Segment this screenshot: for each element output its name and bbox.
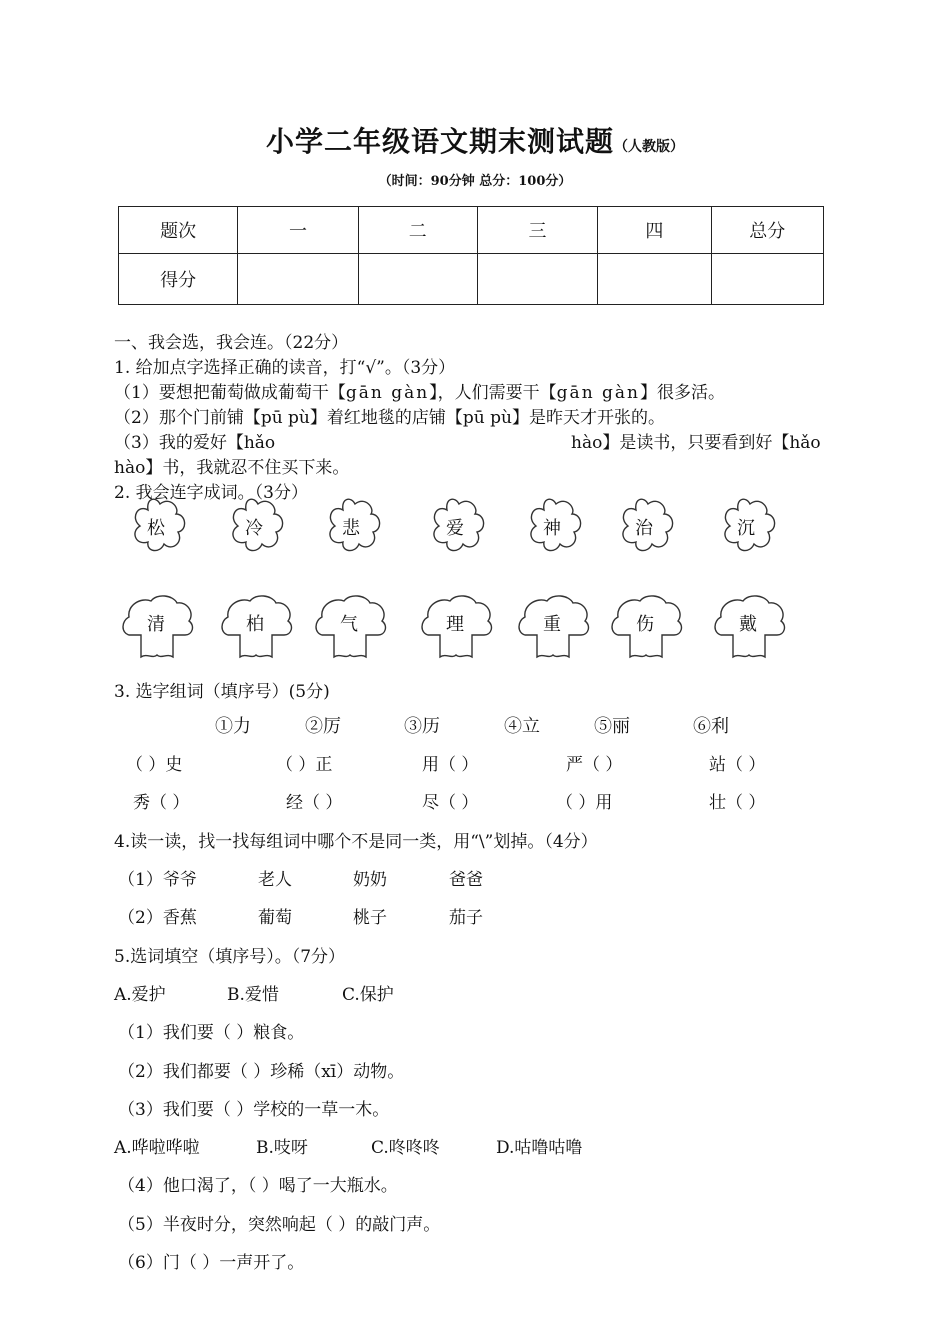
q1-title: 1. 给加点字选择正确的读音，打“√”。（3分）: [114, 358, 456, 378]
q5-sentence: （6）门（ ）一声开了。: [118, 1253, 305, 1273]
q4-word: 奶奶: [353, 870, 387, 890]
q1-line1-part: 】，人们需要干【: [429, 383, 557, 403]
q5-sentence: （3）我们要（ ）学校的一草一木。: [118, 1100, 390, 1120]
mushroom-char: 重: [543, 614, 561, 635]
mushroom-char: 清: [147, 614, 165, 635]
q3-blank: 严（ ）: [566, 755, 623, 775]
flower-char: 悲: [342, 518, 360, 539]
q3-option: ①力: [215, 716, 251, 737]
q5-choice: D.咕噜咕噜: [496, 1138, 583, 1158]
header-cell: 一: [238, 207, 358, 254]
q3-option: ④立: [504, 716, 540, 737]
q4-word: 爸爸: [449, 870, 483, 890]
q3-title: 3. 选字组词（填序号）(5分): [114, 682, 330, 702]
q3-option: ⑥利: [693, 716, 729, 737]
flower-char: 爱: [446, 518, 464, 539]
pronunciation-choice: gān gàn: [345, 383, 430, 403]
flower-char: 冷: [245, 518, 263, 539]
mushroom-char: 理: [446, 614, 464, 635]
q5-choice: B.爱惜: [227, 985, 279, 1005]
q3-option: ⑤丽: [594, 716, 630, 737]
mushroom-char: 柏: [246, 614, 264, 635]
q1-line-2: （2）那个门前铺【pū pù】着红地毯的店铺【pū pù】是昨天才开张的。: [114, 408, 665, 428]
q5-choice: C.保护: [342, 985, 394, 1005]
flower-char: 治: [635, 518, 653, 539]
q3-blank: 站（ ）: [709, 755, 766, 775]
header-cell: 总分: [711, 207, 823, 254]
header-cell: 四: [598, 207, 711, 254]
mushroom-char: 伤: [636, 614, 654, 635]
q4-word: 老人: [258, 870, 292, 890]
q3-blank: （ ）史: [126, 755, 183, 775]
q3-blank: 尽（ ）: [422, 793, 479, 813]
q5-sentence: （4）他口渴了，（ ）喝了一大瓶水。: [118, 1176, 398, 1196]
title-text: 小学二年级语文期末测试题: [265, 125, 614, 158]
q2-title: 2. 我会连字成词。（3分）: [114, 483, 308, 503]
q4-word: 葡萄: [258, 908, 292, 928]
q4-word: 茄子: [449, 908, 483, 928]
q5-choice: B.吱呀: [256, 1138, 308, 1158]
q3-blank: 壮（ ）: [709, 793, 766, 813]
section-heading: 一、我会选，我会连。（22分）: [114, 333, 349, 353]
q5-title: 5.选词填空（填序号）。（7分）: [114, 947, 346, 967]
q1-line-3c: hào】书，我就忍不住买下来。: [114, 458, 350, 478]
q5-choice: A.哗啦哗啦: [114, 1138, 200, 1158]
q3-blank: （ ）正: [276, 755, 333, 775]
q5-sentence: （2）我们都要（ ）珍稀（xī）动物。: [118, 1062, 405, 1082]
q3-option: ②厉: [305, 716, 341, 737]
pronunciation-choice: gān gàn: [556, 383, 641, 403]
mushroom-char: 戴: [739, 614, 757, 635]
edition-label: （人教版）: [614, 139, 684, 155]
q3-blank: （ ）用: [556, 793, 613, 813]
q5-choice: A.爱护: [114, 985, 166, 1005]
header-cell: 二: [358, 207, 477, 254]
q1-line-3b: hào】是读书，只要看到好【hǎo: [571, 433, 821, 453]
q4-word: （1）爷爷: [118, 870, 197, 890]
q1-line1-part: 】很多活。: [640, 383, 726, 403]
flower-char: 松: [147, 518, 165, 539]
q1-line-3a: （3）我的爱好【hǎo: [114, 433, 276, 453]
row-label-cell: 得分: [119, 254, 238, 305]
q1-line1-part: （1）要想把葡萄做成葡萄干【: [114, 383, 346, 403]
q5-sentence: （5）半夜时分，突然响起（ ）的敲门声。: [118, 1215, 441, 1235]
flower-char: 沉: [737, 518, 755, 539]
q3-option: ③历: [404, 716, 440, 737]
flower-char: 神: [543, 518, 561, 539]
q5-choice: C.咚咚咚: [371, 1138, 440, 1158]
header-cell: 题次: [119, 207, 238, 254]
q3-blank: 秀（ ）: [133, 793, 190, 813]
mushroom-char: 气: [340, 614, 358, 635]
q4-word: （2）香蕉: [118, 908, 197, 928]
q3-blank: 用（ ）: [422, 755, 479, 775]
q3-blank: 经（ ）: [286, 793, 343, 813]
q4-word: 桃子: [353, 908, 387, 928]
q5-sentence: （1）我们要（ ）粮食。: [118, 1023, 305, 1043]
exam-info: （时间：90分钟 总分：100分）: [378, 174, 572, 189]
header-cell: 三: [477, 207, 597, 254]
q4-title: 4.读一读，找一找每组词中哪个不是同一类，用“\”划掉。（4分）: [114, 832, 598, 852]
